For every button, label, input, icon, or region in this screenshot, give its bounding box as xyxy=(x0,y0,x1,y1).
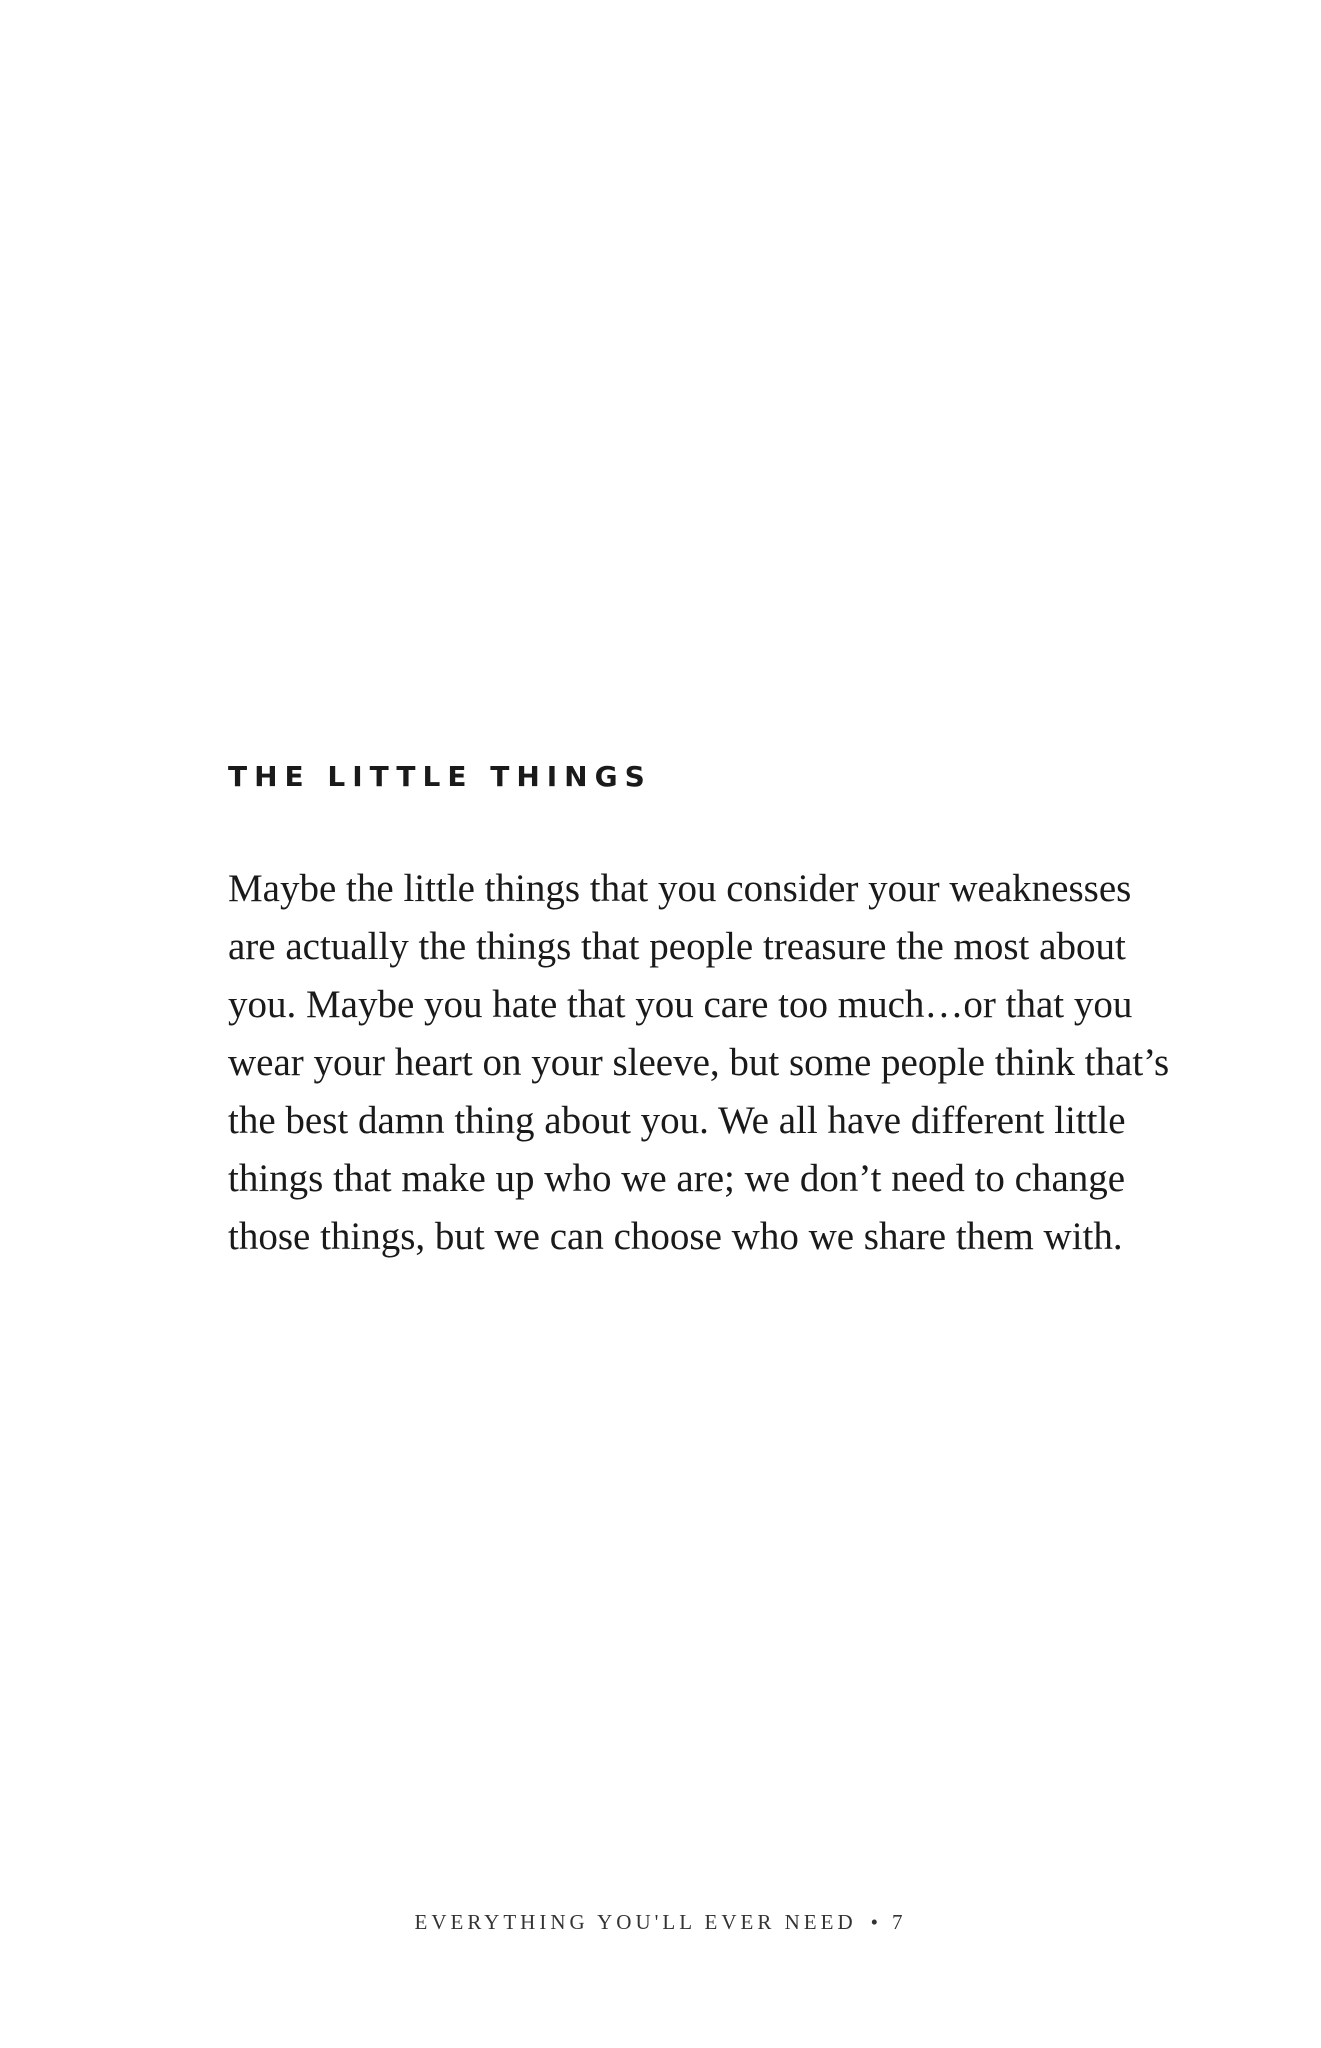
body-line: you. Maybe you hate that you care too much…or that you xyxy=(228,983,1133,1026)
footer-book-title: EVERYTHING YOU'LL EVER NEED xyxy=(414,1910,857,1934)
body-line: things that make up who we are; we don’t need to change xyxy=(228,1157,1126,1200)
body-line: the best damn thing about you. We all have different little xyxy=(228,1099,1126,1142)
chapter-title: THE LITTLE THINGS xyxy=(228,760,652,793)
footer-separator: • xyxy=(870,1910,878,1934)
body-line: are actually the things that people treasure the most about xyxy=(228,925,1126,968)
page-number: 7 xyxy=(891,1910,907,1934)
running-footer xyxy=(0,1910,1321,1935)
body-line: wear your heart on your sleeve, but some people think that’s xyxy=(228,1041,1170,1084)
body-paragraph xyxy=(228,860,1170,1266)
body-line: Maybe the little things that you consider your weaknesses xyxy=(228,867,1132,910)
body-line: those things, but we can choose who we share them with. xyxy=(228,1215,1123,1258)
